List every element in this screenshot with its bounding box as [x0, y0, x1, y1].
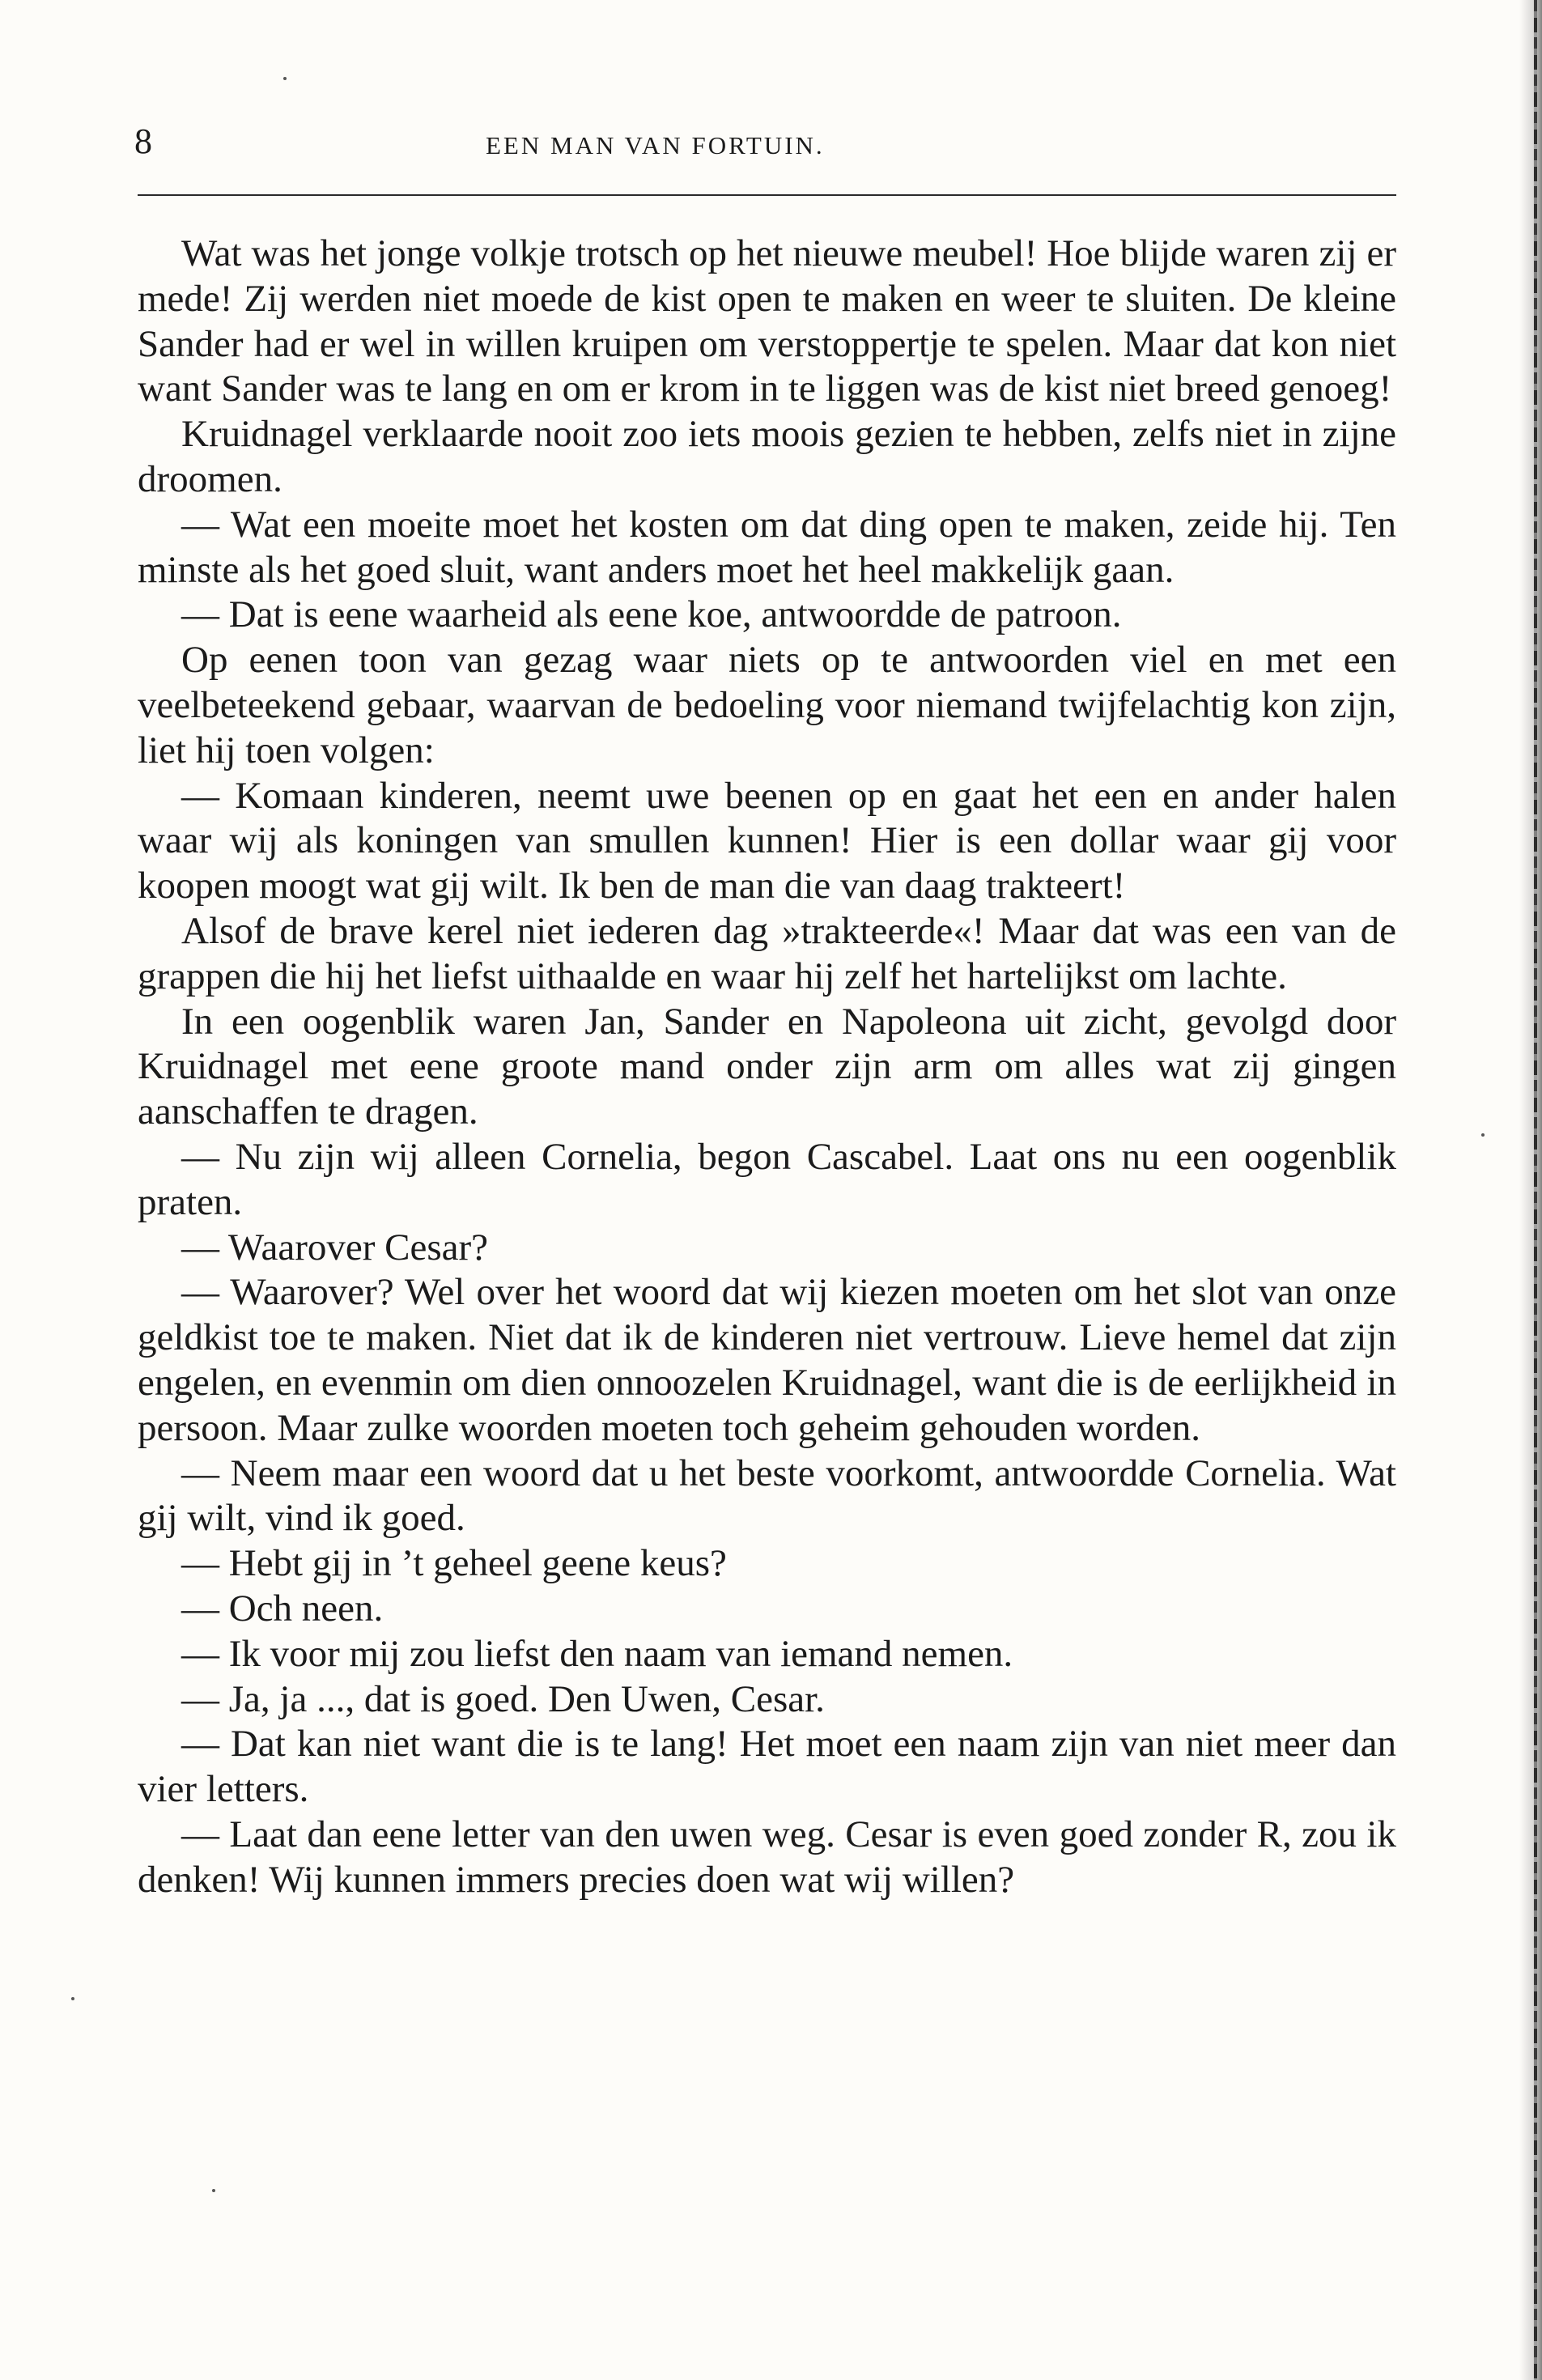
paragraph: — Wat een moeite moet het kosten om dat ding open te maken, zeide hij. Ten minste als het goed sluit, want anders moet het heel makkelijk gaan. [138, 503, 1396, 591]
paragraph: Wat was het jonge volkje trotsch op het nieuwe meubel! Hoe blijde waren zij er mede! Zij werden niet moede de kist open te maken en weer te sluiten. De kleine Sander had er wel in willen kruipen om verstoppertje te spelen. Maar dat kon niet want Sander was te lang en om er krom in te liggen was de kist niet breed genoeg! [138, 232, 1396, 410]
paragraph: Alsof de brave kerel niet iederen dag »trakteerde«! Maar dat was een van de grappen die hij het liefst uithaalde en waar hij zelf het hartelijkst om lachte. [138, 909, 1396, 997]
paragraph: — Hebt gij in ’t geheel geene keus? [181, 1542, 727, 1585]
page-edge-binding [1534, 0, 1537, 2380]
paragraph: — Dat is eene waarheid als eene koe, antwoordde de patroon. [181, 593, 1122, 636]
scan-speck [1481, 1133, 1485, 1137]
page-edge-shadow [1519, 0, 1542, 2380]
scan-speck [283, 77, 287, 80]
scan-speck [212, 2189, 215, 2192]
paragraph: Op eenen toon van gezag waar niets op te antwoorden viel en met een veelbeteekend gebaar, waarvan de bedoeling voor niemand twijfelachtig kon zijn, liet hij toen volgen: [138, 639, 1396, 771]
paragraph: — Dat kan niet want die is te lang! Het moet een naam zijn van niet meer dan vier letters. [138, 1723, 1396, 1811]
paragraph: — Waarover Cesar? [181, 1226, 489, 1269]
page-number: 8 [134, 121, 152, 161]
paragraph: — Komaan kinderen, neemt uwe beenen op en gaat het een en ander halen waar wij als koningen van smullen kunnen! Hier is een dollar waar gij voor koopen moogt wat gij wilt. Ik ben de man die van daag trakteert! [138, 774, 1396, 907]
running-title: EEN MAN VAN FORTUIN. [486, 131, 825, 159]
paragraph: — Ja, ja ..., dat is goed. Den Uwen, Cesar. [181, 1677, 825, 1720]
paragraph: — Nu zijn wij alleen Cornelia, begon Cascabel. Laat ons nu een oogenblik praten. [138, 1135, 1396, 1223]
paragraph: — Ik voor mij zou liefst den naam van iemand nemen. [181, 1632, 1013, 1675]
scan-speck [71, 1997, 74, 2000]
paragraph: — Laat dan eene letter van den uwen weg. Cesar is even goed zonder R, zou ik denken! Wij kunnen immers precies doen wat wij willen? [138, 1813, 1396, 1901]
paragraph: In een oogenblik waren Jan, Sander en Napoleona uit zicht, gevolgd door Kruidnagel met eene groote mand onder zijn arm om alles wat zij gingen aanschaffen te dragen. [138, 1000, 1396, 1133]
paragraph: — Och neen. [181, 1587, 384, 1630]
paragraph: Kruidnagel verklaarde nooit zoo iets moois gezien te hebben, zelfs niet in zijne droomen. [138, 413, 1396, 500]
paragraph: — Waarover? Wel over het woord dat wij kiezen moeten om het slot van onze geldkist toe te maken. Niet dat ik de kinderen niet vertrouw. Lieve hemel dat zijn engelen, en evenmin om dien onnoozelen Kruidnagel, want die is de eerlijkheid in persoon. Maar zulke woorden moeten toch geheim gehouden worden. [138, 1271, 1396, 1449]
header-rule [138, 194, 1396, 196]
body-text [138, 232, 1396, 1902]
paragraph: — Neem maar een woord dat u het beste voorkomt, antwoordde Cornelia. Wat gij wilt, vind ik goed. [138, 1451, 1396, 1540]
